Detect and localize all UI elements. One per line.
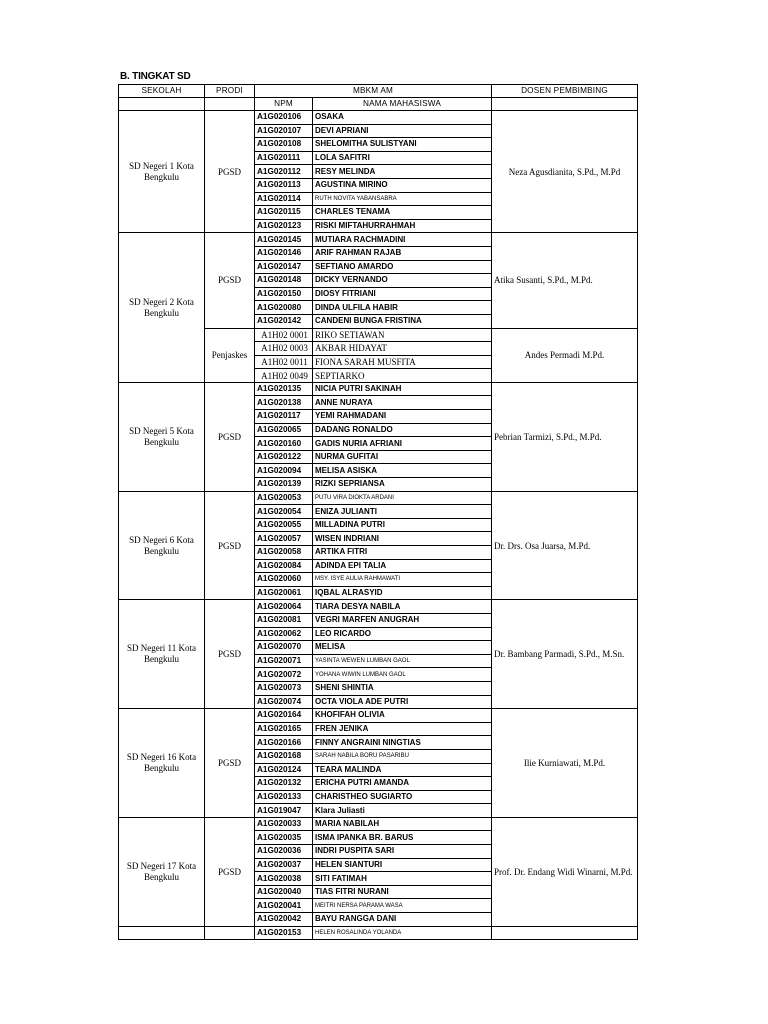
npm-cell: A1G020033	[255, 817, 313, 831]
student-name-cell: ERICHA PUTRI AMANDA	[313, 777, 492, 791]
student-name-cell: RUTH NOVITA YABANSABRA	[313, 192, 492, 206]
prodi-cell: PGSD	[205, 382, 255, 491]
npm-cell: A1G020035	[255, 831, 313, 845]
dosen-pembimbing-cell: Neza Agusdianita, S.Pd., M.Pd	[492, 111, 638, 233]
student-name-cell: DINDA ULFILA HABIR	[313, 301, 492, 315]
npm-cell: A1G020072	[255, 668, 313, 682]
npm-cell: A1G020146	[255, 246, 313, 260]
school-cell: SD Negeri 5 Kota Bengkulu	[119, 382, 205, 491]
npm-cell: A1G020135	[255, 382, 313, 396]
student-name-cell: SEPTIARKO	[313, 369, 492, 383]
npm-cell: A1G020040	[255, 885, 313, 899]
student-name-cell: SHELOMITHA SULISTYANI	[313, 138, 492, 152]
school-cell	[119, 926, 205, 940]
dosen-pembimbing-cell: Andes Permadi M.Pd.	[492, 328, 638, 382]
npm-cell: A1G020107	[255, 124, 313, 138]
npm-cell: A1G020071	[255, 654, 313, 668]
student-name-cell: MELISA ASISKA	[313, 464, 492, 478]
student-name-cell: DADANG RONALDO	[313, 423, 492, 437]
npm-cell: A1G020164	[255, 709, 313, 723]
student-name-cell: LEO RICARDO	[313, 627, 492, 641]
student-row	[119, 111, 638, 125]
npm-cell: A1G019047	[255, 804, 313, 818]
subheader-blank	[119, 98, 205, 111]
dosen-pembimbing-cell: Prof. Dr. Endang Widi Winarni, M.Pd.	[492, 817, 638, 926]
subheader-blank	[205, 98, 255, 111]
student-row	[119, 600, 638, 614]
npm-cell: A1G020073	[255, 681, 313, 695]
student-name-cell: OSAKA	[313, 111, 492, 125]
npm-cell: A1G020145	[255, 233, 313, 247]
student-name-cell: SHENI SHINTIA	[313, 681, 492, 695]
dosen-pembimbing-cell: Ilie Kurniawati, M.Pd.	[492, 709, 638, 818]
npm-cell: A1G020054	[255, 505, 313, 519]
student-name-cell: DIOSY FITRIANI	[313, 287, 492, 301]
student-name-cell: HELEN SIANTURI	[313, 858, 492, 872]
npm-cell: A1G020080	[255, 301, 313, 315]
prodi-cell: Penjaskes	[205, 328, 255, 382]
student-roster-table	[118, 84, 638, 940]
npm-cell: A1G020165	[255, 722, 313, 736]
student-name-cell: YASINTA WEWEN LUMBAN GAOL	[313, 654, 492, 668]
student-name-cell: SARAH NABILA BORU PASARIBU	[313, 749, 492, 763]
npm-cell: A1G020111	[255, 151, 313, 165]
npm-cell: A1G020061	[255, 586, 313, 600]
prodi-cell: PGSD	[205, 817, 255, 926]
npm-cell: A1G020036	[255, 845, 313, 859]
student-name-cell: IQBAL ALRASYID	[313, 586, 492, 600]
student-name-cell: NICIA PUTRI SAKINAH	[313, 382, 492, 396]
student-name-cell: OCTA VIOLA ADE PUTRI	[313, 695, 492, 709]
npm-cell: A1G020081	[255, 613, 313, 627]
student-name-cell: ENIZA JULIANTI	[313, 505, 492, 519]
student-name-cell: TIAS FITRI NURANI	[313, 885, 492, 899]
npm-cell: A1G020041	[255, 899, 313, 913]
npm-cell: A1G020166	[255, 736, 313, 750]
student-name-cell: RESY MELINDA	[313, 165, 492, 179]
student-name-cell: RIKO SETIAWAN	[313, 328, 492, 342]
student-name-cell: TEARA MALINDA	[313, 763, 492, 777]
student-name-cell: FIONA SARAH MUSFITA	[313, 355, 492, 369]
student-name-cell: ISMA IPANKA BR. BARUS	[313, 831, 492, 845]
npm-cell: A1G020124	[255, 763, 313, 777]
student-name-cell: SEFTIANO AMARDO	[313, 260, 492, 274]
student-name-cell: DICKY VERNANDO	[313, 274, 492, 288]
npm-cell: A1G020065	[255, 423, 313, 437]
npm-cell: A1G020060	[255, 573, 313, 587]
npm-cell: A1G020084	[255, 559, 313, 573]
npm-cell: A1G020147	[255, 260, 313, 274]
npm-cell: A1G020042	[255, 913, 313, 927]
subheader-row	[119, 98, 638, 111]
header-nama: NAMA MAHASISWA	[313, 98, 492, 111]
npm-cell: A1G020122	[255, 450, 313, 464]
npm-cell: A1G020138	[255, 396, 313, 410]
student-name-cell: MILLADINA PUTRI	[313, 518, 492, 532]
dosen-pembimbing-cell: Atika Susanti, S.Pd., M.Pd.	[492, 233, 638, 328]
student-row	[119, 926, 638, 940]
npm-cell: A1G020117	[255, 410, 313, 424]
prodi-cell: PGSD	[205, 709, 255, 818]
npm-cell: A1G020037	[255, 858, 313, 872]
student-name-cell: MEITRI NERSA PARAMA WASA	[313, 899, 492, 913]
npm-cell: A1G020070	[255, 641, 313, 655]
npm-cell: A1G020053	[255, 491, 313, 505]
student-name-cell: Klara Juliasti	[313, 804, 492, 818]
student-row	[119, 491, 638, 505]
student-name-cell: SITI FATIMAH	[313, 872, 492, 886]
student-name-cell: TIARA DESYA NABILA	[313, 600, 492, 614]
school-cell: SD Negeri 16 Kota Bengkulu	[119, 709, 205, 818]
header-npm: NPM	[255, 98, 313, 111]
npm-cell: A1G020057	[255, 532, 313, 546]
npm-cell: A1G020132	[255, 777, 313, 791]
student-name-cell: ARIF RAHMAN RAJAB	[313, 246, 492, 260]
student-name-cell: KHOFIFAH OLIVIA	[313, 709, 492, 723]
school-cell: SD Negeri 17 Kota Bengkulu	[119, 817, 205, 926]
student-name-cell: ARTIKA FITRI	[313, 546, 492, 560]
npm-cell: A1H02 0003	[255, 342, 313, 356]
student-row	[119, 709, 638, 723]
npm-cell: A1H02 0011	[255, 355, 313, 369]
student-name-cell: MARIA NABILAH	[313, 817, 492, 831]
npm-cell: A1G020064	[255, 600, 313, 614]
header-dosen: DOSEN PEMBIMBING	[492, 85, 638, 98]
npm-cell: A1H02 0049	[255, 369, 313, 383]
subheader-blank	[492, 98, 638, 111]
student-name-cell: BAYU RANGGA DANI	[313, 913, 492, 927]
student-name-cell: CHARISTHEO SUGIARTO	[313, 790, 492, 804]
npm-cell: A1G020148	[255, 274, 313, 288]
npm-cell: A1G020114	[255, 192, 313, 206]
header-mbkm: MBKM AM	[255, 85, 492, 98]
student-name-cell: HELEN ROSALINDA YOLANDA	[313, 926, 492, 940]
school-cell: SD Negeri 11 Kota Bengkulu	[119, 600, 205, 709]
header-sekolah: SEKOLAH	[119, 85, 205, 98]
student-name-cell: FINNY ANGRAINI NINGTIAS	[313, 736, 492, 750]
prodi-cell: PGSD	[205, 600, 255, 709]
npm-cell: A1G020062	[255, 627, 313, 641]
npm-cell: A1H02 0001	[255, 328, 313, 342]
npm-cell: A1G020153	[255, 926, 313, 940]
student-name-cell: VEGRI MARFEN ANUGRAH	[313, 613, 492, 627]
student-name-cell: AGUSTINA MIRINO	[313, 178, 492, 192]
dosen-pembimbing-cell: Dr. Bambang Parmadi, S.Pd., M.Sn.	[492, 600, 638, 709]
student-name-cell: CANDENI BUNGA FRISTINA	[313, 314, 492, 328]
dosen-pembimbing-cell: Dr. Drs. Osa Juarsa, M.Pd.	[492, 491, 638, 600]
school-cell: SD Negeri 1 Kota Bengkulu	[119, 111, 205, 233]
prodi-cell: PGSD	[205, 491, 255, 600]
student-name-cell: LOLA SAFITRI	[313, 151, 492, 165]
npm-cell: A1G020168	[255, 749, 313, 763]
student-name-cell: MELISA	[313, 641, 492, 655]
student-name-cell: RISKI MIFTAHURRAHMAH	[313, 219, 492, 233]
npm-cell: A1G020123	[255, 219, 313, 233]
student-row	[119, 817, 638, 831]
npm-cell: A1G020115	[255, 206, 313, 220]
student-name-cell: YOHANA WIWIN LUMBAN GAOL	[313, 668, 492, 682]
npm-cell: A1G020142	[255, 314, 313, 328]
npm-cell: A1G020108	[255, 138, 313, 152]
prodi-cell	[205, 926, 255, 940]
student-name-cell: MUTIARA RACHMADINI	[313, 233, 492, 247]
student-name-cell: WISEN INDRIANI	[313, 532, 492, 546]
student-row	[119, 382, 638, 396]
student-name-cell: AKBAR HIDAYAT	[313, 342, 492, 356]
student-name-cell: FREN JENIKA	[313, 722, 492, 736]
npm-cell: A1G020074	[255, 695, 313, 709]
npm-cell: A1G020133	[255, 790, 313, 804]
prodi-cell: PGSD	[205, 233, 255, 328]
student-name-cell: CHARLES TENAMA	[313, 206, 492, 220]
student-row	[119, 233, 638, 247]
npm-cell: A1G020106	[255, 111, 313, 125]
dosen-pembimbing-cell	[492, 926, 638, 940]
student-name-cell: ANNE NURAYA	[313, 396, 492, 410]
header-prodi: PRODI	[205, 85, 255, 98]
school-cell: SD Negeri 2 Kota Bengkulu	[119, 233, 205, 383]
npm-cell: A1G020058	[255, 546, 313, 560]
prodi-cell: PGSD	[205, 111, 255, 233]
student-name-cell: YEMI RAHMADANI	[313, 410, 492, 424]
npm-cell: A1G020055	[255, 518, 313, 532]
student-name-cell: MSY. ISYE AULIA RAHMAWATI	[313, 573, 492, 587]
npm-cell: A1G020160	[255, 437, 313, 451]
student-name-cell: RIZKI SEPRIANSA	[313, 478, 492, 492]
student-name-cell: DEVI APRIANI	[313, 124, 492, 138]
student-name-cell: GADIS NURIA AFRIANI	[313, 437, 492, 451]
section-title: B. TINGKAT SD	[120, 71, 191, 82]
student-name-cell: INDRI PUSPITA SARI	[313, 845, 492, 859]
npm-cell: A1G020150	[255, 287, 313, 301]
header-row	[119, 85, 638, 98]
student-name-cell: ADINDA EPI TALIA	[313, 559, 492, 573]
student-name-cell: PUTU VIRA DIOKTA ARDANI	[313, 491, 492, 505]
school-cell: SD Negeri 6 Kota Bengkulu	[119, 491, 205, 600]
dosen-pembimbing-cell: Pebrian Tarmizi, S.Pd., M.Pd.	[492, 382, 638, 491]
student-name-cell: NURMA GUFITAI	[313, 450, 492, 464]
npm-cell: A1G020112	[255, 165, 313, 179]
npm-cell: A1G020094	[255, 464, 313, 478]
npm-cell: A1G020038	[255, 872, 313, 886]
npm-cell: A1G020139	[255, 478, 313, 492]
npm-cell: A1G020113	[255, 178, 313, 192]
